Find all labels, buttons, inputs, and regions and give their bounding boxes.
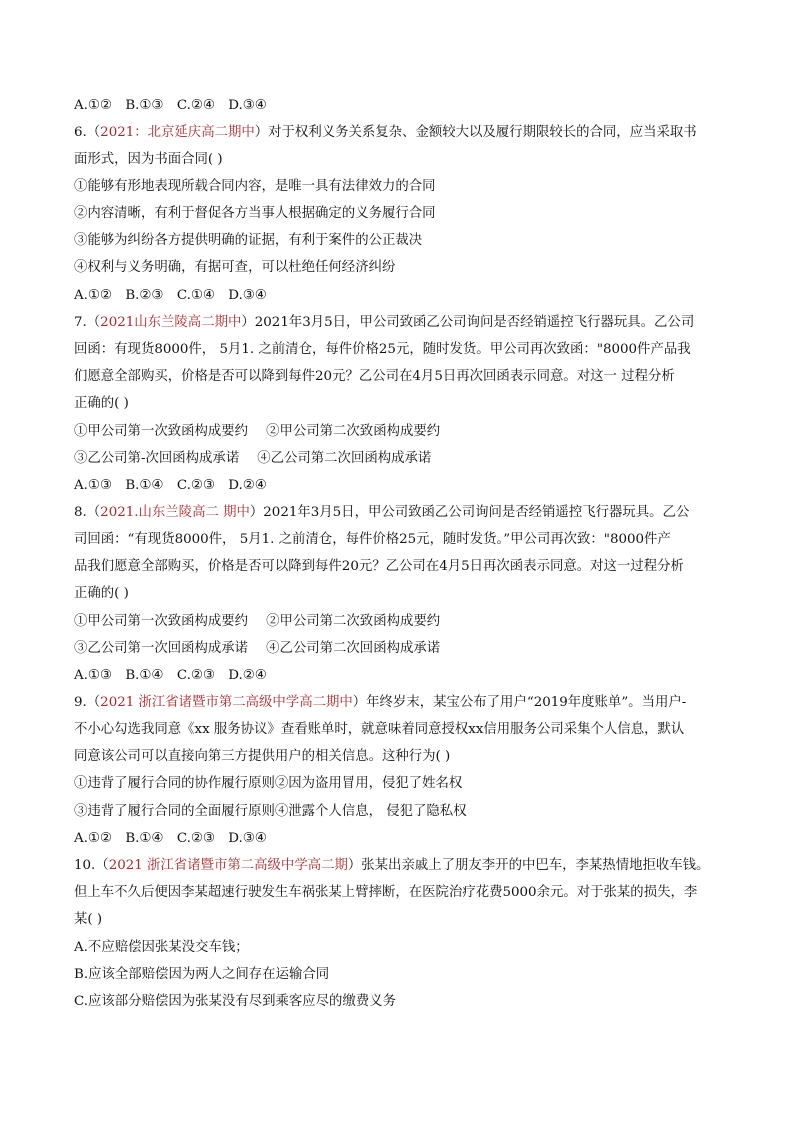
- question-9-line-1: [74, 693, 724, 713]
- question-source: 2021：北京延庆高二期中: [100, 125, 255, 140]
- question-7-line-3: 们愿意全部购买，价格是否可以降到每件20元？乙公司在4月5日再次回函表示同意。对这一 过程分析: [74, 369, 675, 384]
- question-7-line-4: 正确的( ): [74, 396, 129, 411]
- question-9-line-2: 不小心勾选我同意《xx 服务协议》查看账单时，就意味着同意授权xx信用服务公司采集个人信息，默认: [74, 722, 685, 737]
- answer-options: A.①② B.①③ C.②④ D.③④: [74, 98, 267, 113]
- question-text: ）2021年3月5日，甲公司致函乙公司询问是否经销遥控飞行器玩具。乙公司: [241, 315, 695, 330]
- statement-1: ①甲公司第一次致函构成要约: [74, 614, 249, 629]
- statement-row: [74, 449, 724, 469]
- question-6-line-1: [74, 123, 724, 143]
- question-7-line-2: 回函：有现货8000件， 5月1. 之前清仓，每件价格25元，随时发货。甲公司再次致函："8000件产品我: [74, 342, 691, 357]
- question-8-line-2: 司回函：“有现货8000件， 5月1. 之前清仓，每件价格25元，随时发货。”甲公司再次致："8000件产: [74, 532, 671, 547]
- statement-4: ④权利与义务明确，有据可查，可以杜绝任何经济纠纷: [74, 260, 396, 275]
- answer-options: A.①③ B.①④ C.②③ D.②④: [74, 478, 267, 493]
- question-8-line-4: 正确的( ): [74, 586, 129, 601]
- statement-3: ③乙公司第-次回函构成承诺: [74, 451, 240, 466]
- answer-options: A.①③ B.①④ C.②③ D.②④: [74, 668, 267, 683]
- choice-a: A.不应赔偿因张某没交车钱；: [74, 940, 249, 955]
- statement-row: [74, 639, 724, 659]
- statement-row: ①违背了履行合同的协作履行原则②因为盗用冒用，侵犯了姓名权: [74, 776, 463, 791]
- question-10-line-3: 某( ): [74, 912, 103, 927]
- statement-1: ①能够有形地表现所载合同内容，是唯一具有法律效力的合同: [74, 179, 436, 194]
- question-text: ）张某出亲戚上了朋友李开的中巴车，李某热情地拒收车钱。: [347, 858, 710, 873]
- question-8-line-3: 品我们愿意全部购买，价格是否可以降到每件20元？乙公司在4月5日再次函表示同意。对这一过程分析: [74, 559, 684, 574]
- question-7-line-1: [74, 313, 724, 333]
- question-10-line-1: [74, 856, 724, 876]
- question-source: 2021.山东兰陵高二 期中: [100, 505, 250, 520]
- question-number: 7.（: [74, 315, 101, 330]
- question-8-line-1: [74, 503, 724, 523]
- question-10-line-2: 但上车不久后便因李某超速行驶发生车祸张某上臂摔断，在医院治疗花费5000余元。对于张某的损失，李: [74, 885, 698, 900]
- statement-row: [74, 612, 724, 632]
- question-6-line-2: 面形式，因为书面合同( ): [74, 152, 223, 167]
- statement-4: ④乙公司第二次回函构成承诺: [257, 451, 432, 466]
- question-number: 6.（: [74, 125, 101, 140]
- statement-3: ③能够为纠纷各方提供明确的证据，有利于案件的公正裁决: [74, 233, 423, 248]
- statement-1: ①甲公司第一次致函构成要约: [74, 424, 249, 439]
- answer-options: A.①② B.①④ C.②③ D.③④: [74, 831, 267, 846]
- question-text: ）年终岁末，某宝公布了用户“2019年度账单”。当用户-: [352, 695, 687, 710]
- question-number: 10.（: [74, 858, 109, 873]
- answer-options: A.①② B.②③ C.①④ D.③④: [74, 288, 267, 303]
- question-9-line-3: 同意该公司可以直接向第三方提供用户的相关信息。这种行为( ): [74, 749, 451, 764]
- question-number: 8.（: [74, 505, 101, 520]
- statement-4: ④乙公司第二次回函构成承诺: [266, 641, 441, 656]
- choice-c: C.应该部分赔偿因为张某没有尽到乘客应尽的缴费义务: [74, 994, 397, 1009]
- question-number: 9.（: [74, 695, 101, 710]
- statement-2: ②内容清晰，有利于督促各方当事人根据确定的义务履行合同: [74, 206, 436, 221]
- question-source: 2021山东兰陵高二期中: [100, 315, 242, 330]
- question-source: 2021 浙江省诸暨市第二高级中学高二期中: [100, 695, 353, 710]
- question-text: ）对于权利义务关系复杂、金额较大以及履行期限较长的合同，应当采取书: [254, 125, 697, 140]
- statement-row: [74, 422, 724, 442]
- statement-3: ③乙公司第一次回函构成承诺: [74, 641, 249, 656]
- statement-row: ③违背了履行合同的全面履行原则④泄露个人信息， 侵犯了隐私权: [74, 804, 467, 819]
- choice-b: B.应该全部赔偿因为两人之间存在运输合同: [74, 967, 330, 982]
- statement-2: ②甲公司第二次致函构成要约: [266, 614, 441, 629]
- question-text: ）2021年3月5日，甲公司致函乙公司询问是否经销遥控飞行器玩具。乙公: [249, 505, 690, 520]
- statement-2: ②甲公司第二次致函构成要约: [266, 424, 441, 439]
- question-source: 2021 浙江省诸暨市第二高级中学高二期: [108, 858, 348, 873]
